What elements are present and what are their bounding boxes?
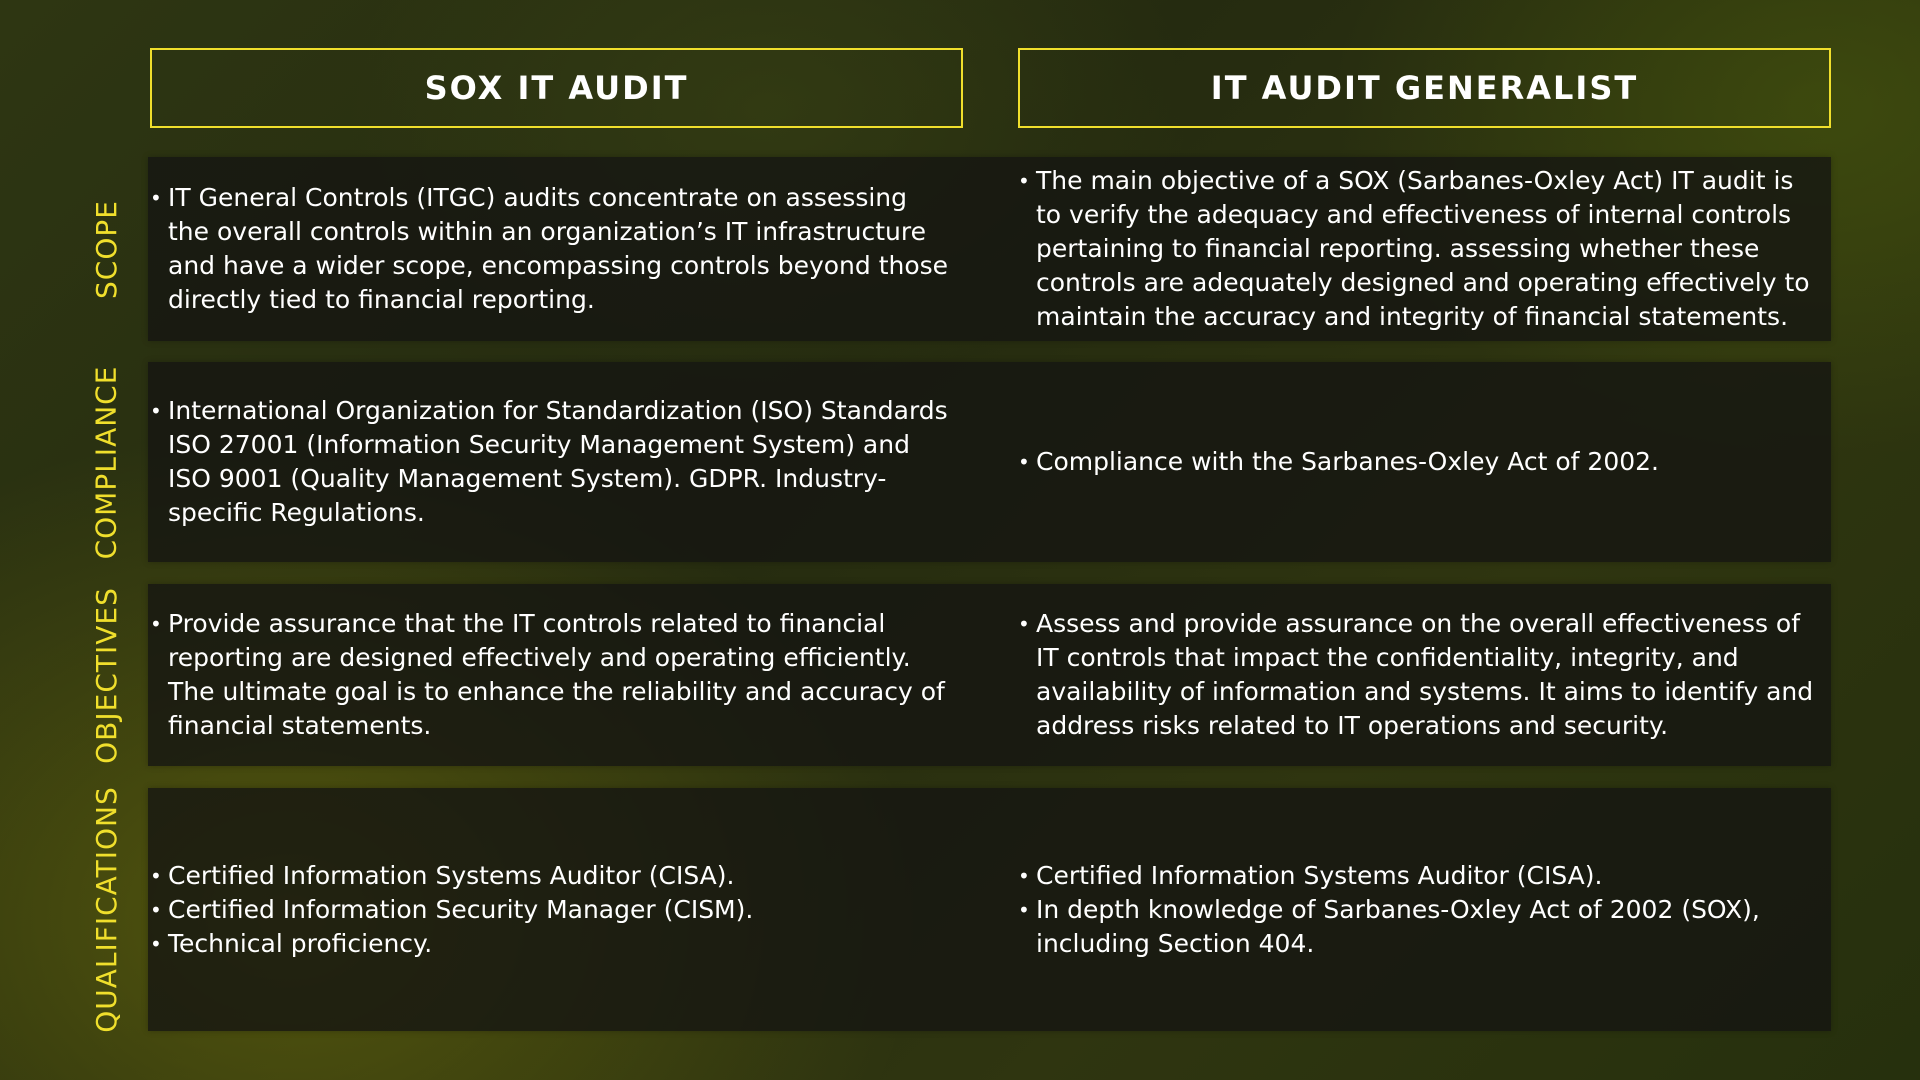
header-it-audit-generalist-text: IT AUDIT GENERALIST <box>1210 69 1639 107</box>
qualifications-generalist-cell <box>1018 788 1826 1031</box>
scope-sox-cell <box>150 157 955 341</box>
compliance-sox-cell <box>150 362 960 562</box>
compliance-sox-list <box>150 394 960 530</box>
qualifications-sox-list <box>150 859 955 961</box>
bullet-item: • International Organization for Standardization (ISO) Standards ISO 27001 (Information Security Management System) and ISO 9001 (Quality Management System). GDPR. Industry-specific Regulations. <box>150 394 960 530</box>
bullet-item: • The main objective of a SOX (Sarbanes-Oxley Act) IT audit is to verify the adequacy and effectiveness of internal controls pertaining to financial reporting. assessing whether these controls are adequately designed and operating effectively to maintain the accuracy and integrity of financial statements. <box>1018 164 1826 334</box>
row-label-objectives: OBJECTIVES <box>89 586 123 764</box>
bullet-item: • Certified Information Systems Auditor (CISA). <box>150 859 955 893</box>
bullet-item: • In depth knowledge of Sarbanes-Oxley Act of 2002 (SOX), including Section 404. <box>1018 893 1826 961</box>
bullet-item: • Compliance with the Sarbanes-Oxley Act of 2002. <box>1018 445 1826 479</box>
objectives-generalist-list <box>1018 607 1826 743</box>
objectives-sox-list <box>150 607 955 743</box>
bullet-item: • Certified Information Systems Auditor (CISA). <box>1018 859 1826 893</box>
scope-generalist-list <box>1018 164 1826 334</box>
header-it-audit-generalist <box>1018 48 1831 128</box>
header-sox-it-audit-text: SOX IT AUDIT <box>424 69 689 107</box>
row-label-compliance: COMPLIANCE <box>89 365 123 559</box>
compliance-generalist-cell <box>1018 362 1826 562</box>
row-label-qualifications: QUALIFICATIONS <box>89 786 123 1033</box>
compliance-generalist-list <box>1018 445 1826 479</box>
scope-generalist-cell <box>1018 157 1826 341</box>
bullet-item: • Provide assurance that the IT controls related to financial reporting are designed effectively and operating efficiently. The ultimate goal is to enhance the reliability and accuracy of financial statements. <box>150 607 955 743</box>
objectives-sox-cell <box>150 584 955 766</box>
qualifications-sox-cell <box>150 788 955 1031</box>
qualifications-generalist-list <box>1018 859 1826 961</box>
bullet-item: • Technical proficiency. <box>150 927 955 961</box>
bullet-item: • Assess and provide assurance on the overall effectiveness of IT controls that impact the confidentiality, integrity, and availability of information and systems. It aims to identify and address risks related to IT operations and security. <box>1018 607 1826 743</box>
bullet-item: • IT General Controls (ITGC) audits concentrate on assessing the overall controls within an organization’s IT infrastructure and have a wider scope, encompassing controls beyond those directly tied to financial reporting. <box>150 181 955 317</box>
bullet-item: • Certified Information Security Manager (CISM). <box>150 893 955 927</box>
row-label-scope: SCOPE <box>89 199 123 299</box>
objectives-generalist-cell <box>1018 584 1826 766</box>
scope-sox-list <box>150 181 955 317</box>
header-sox-it-audit <box>150 48 963 128</box>
